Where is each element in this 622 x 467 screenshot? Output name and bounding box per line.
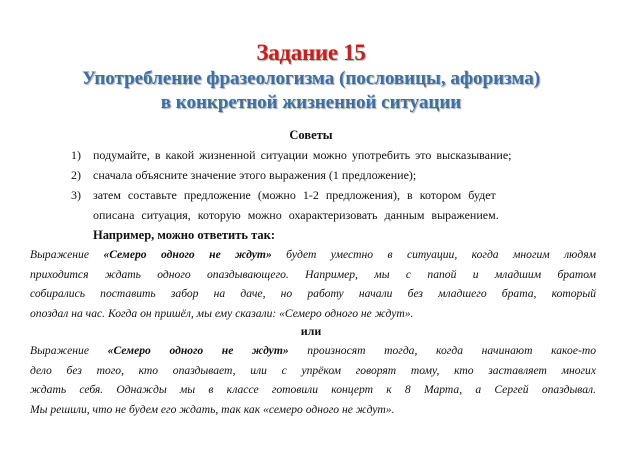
example-line: дело без того, кто опаздывает, или с упрёком говорят тому, кто заставляет многих	[30, 363, 596, 377]
tips-heading: Советы	[289, 128, 333, 142]
tip-text: затем составьте предложение (можно 1-2 предложения), в котором будет	[93, 188, 496, 202]
example-line	[30, 245, 596, 265]
example-text: Выражение	[30, 248, 104, 261]
slide-title: Задание 15	[256, 40, 366, 65]
example-line: Мы решили, что не будем его ждать, так как «семеро одного не ждут».	[30, 402, 395, 416]
example-paragraph-1	[30, 245, 596, 323]
or-separator: или	[300, 324, 322, 338]
example-quote: «Семеро одного не ждут»	[103, 248, 272, 261]
slide-subtitle-line1: Употребление фразеологизма (пословицы, афоризма)	[81, 68, 541, 89]
slide-subtitle-line2: в конкретной жизненной ситуации	[160, 92, 462, 113]
example-text: будет уместно в ситуации, когда многим людям	[271, 248, 596, 261]
tip-number: 1)	[71, 148, 81, 162]
example-line: ждать себя. Однажды мы в классе готовили концерт к 8 Марта, а Сергей опаздывал.	[30, 383, 596, 396]
tip-item-3	[71, 188, 496, 202]
example-line	[30, 341, 596, 361]
example-line: собирались поставить забор на даче, но работу начали без младшего брата, который	[30, 287, 596, 300]
tip-text: сначала объясните значение этого выражения (1 предложение);	[93, 168, 417, 182]
tip-number: 2)	[71, 168, 81, 182]
tip-item-3-continuation	[93, 208, 499, 222]
tip-number: 3)	[71, 188, 81, 202]
example-line: приходится ждать одного опаздывающего. Например, мы с папой и младшим братом	[30, 267, 596, 281]
example-paragraph-2	[30, 341, 596, 419]
tip-text: подумайте, в какой жизненной ситуации можно употребить это высказывание;	[93, 148, 512, 162]
example-heading: Например, можно ответить так:	[93, 228, 276, 242]
tip-item-2	[71, 168, 417, 182]
example-text: Выражение	[30, 344, 108, 357]
example-quote: «Семеро одного не ждут»	[107, 344, 289, 357]
example-text: произносят тогда, когда начинают какое-то	[288, 344, 596, 357]
tip-item-1	[71, 148, 512, 162]
tip-text: описана ситуация, которую можно охарактеризовать данным выражением.	[93, 208, 499, 222]
example-line: опоздал на час. Когда он пришёл, мы ему сказали: «Семеро одного не ждут».	[30, 306, 414, 320]
